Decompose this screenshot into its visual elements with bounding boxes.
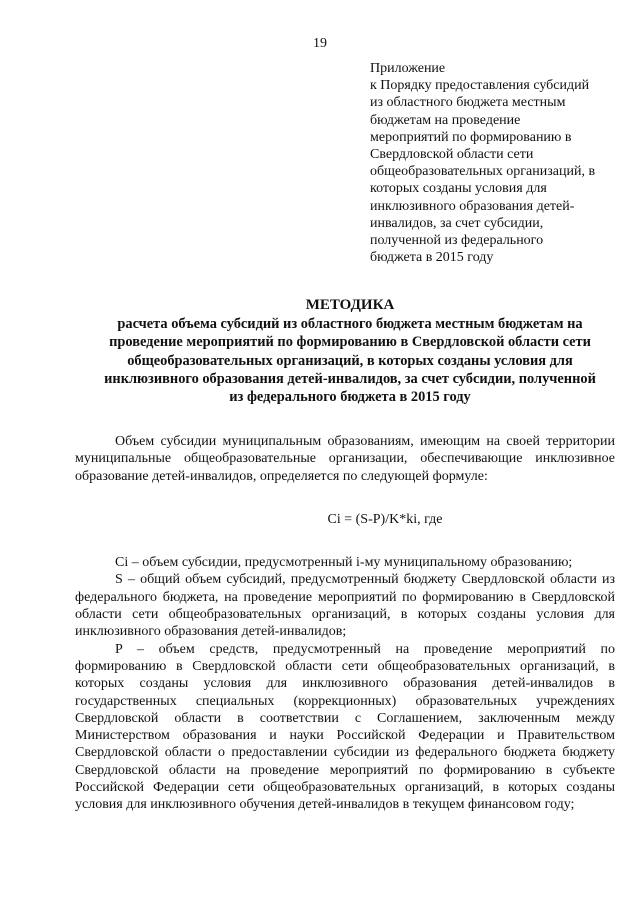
heading-line: проведение мероприятий по формированию в Свердловской области сети	[109, 334, 591, 351]
formula: Ci = (S-P)/K*ki, где	[327, 511, 443, 527]
appendix-line: бюджета в 2015 году	[370, 250, 494, 266]
appendix-line: Свердловской области сети	[370, 147, 534, 163]
definition-p: P – объем средств, предусмотренный на проведение мероприятий по формированию в Свердловской области сети общеобразовательных организаций, в которых созданы условия для инклюзивного образования детей-инвалидов в государственных специальных (коррекционных) образовательных учреждениях Свердловской области в соответствии с Соглашением, заключенным между Министерством образования и науки Российской Федерации и Правительством Свердловской области о предоставлении субсидии из федерального бюджета бюджету Свердловской области на проведение мероприятий по формированию в субъекте Российской Федерации сети общеобразовательных организаций, в которых созданы условия для инклюзивного обучения детей-инвалидов в текущем финансовом году;	[75, 641, 615, 813]
appendix-line: общеобразовательных организаций, в	[370, 164, 596, 180]
appendix-line: мероприятий по формированию в	[370, 129, 572, 145]
appendix-line: из областного бюджета местным	[370, 95, 566, 111]
definition-s: S – общий объем субсидий, предусмотренный бюджету Свердловской области из федерального бюджета, на проведение мероприятий по формированию в Свердловской области сети общеобразовательных организаций, в которых созданы условия для инклюзивного образования детей-инвалидов;	[75, 572, 615, 640]
heading-line: общеобразовательных организаций, в которых созданы условия для	[127, 352, 573, 369]
appendix-line: бюджетам на проведение	[370, 112, 521, 128]
appendix-line: которых созданы условия для	[370, 181, 547, 197]
document-title: МЕТОДИКА	[305, 297, 395, 313]
definition-ci: Ci – объем субсидии, предусмотренный i-му муниципальному образованию;	[115, 555, 573, 571]
heading-line: расчета объема субсидий из областного бюджета местным бюджетам на	[117, 316, 583, 333]
intro-paragraph: Объем субсидии муниципальным образованиям, имеющим на своей территории муниципальные общеобразовательные организации, обеспечивающие инклюзивное образование детей-инвалидов, определяется по следующей формуле:	[75, 434, 615, 484]
appendix-line: Приложение	[370, 61, 446, 76]
page-number: 19	[313, 36, 327, 51]
appendix-block	[370, 60, 625, 266]
document-body	[75, 433, 615, 814]
heading-line: из федерального бюджета в 2015 году	[229, 389, 471, 406]
heading-line: инклюзивного образования детей-инвалидов, за счет субсидии, полученной	[104, 370, 596, 387]
appendix-line: инклюзивного образования детей-	[370, 198, 575, 214]
appendix-line: полученной из федерального	[370, 233, 544, 249]
appendix-line: к Порядку предоставления субсидий	[370, 78, 590, 94]
document-heading	[60, 296, 640, 406]
appendix-line: инвалидов, за счет субсидии,	[370, 215, 544, 231]
